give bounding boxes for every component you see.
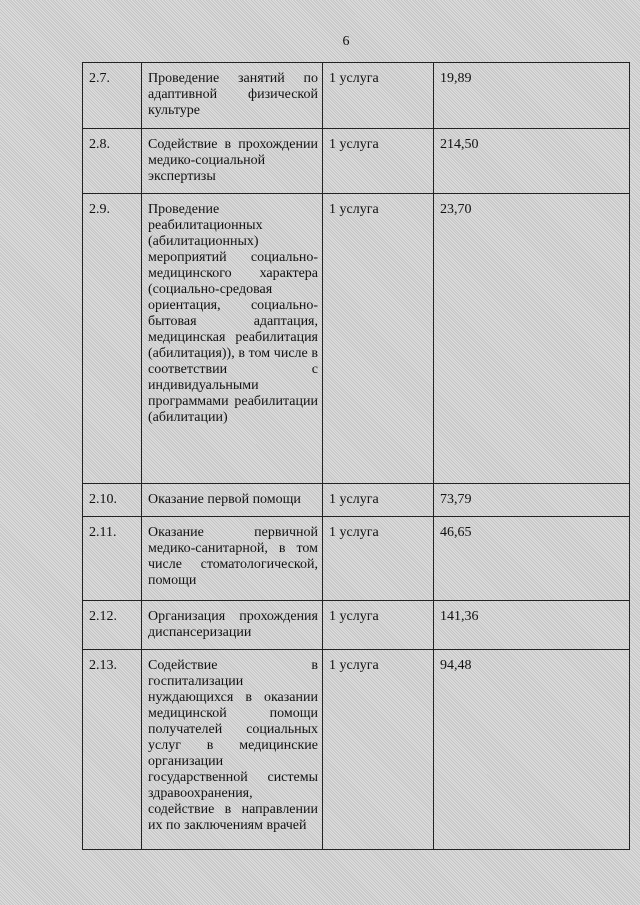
row-number: 2.12.: [83, 601, 142, 650]
row-number: 2.13.: [83, 650, 142, 850]
table-row: [83, 194, 630, 484]
service-price: 214,50: [434, 129, 630, 194]
service-price: 73,79: [434, 484, 630, 517]
service-name: Проведение занятий по адаптивной физической культуре: [142, 63, 323, 129]
service-price: 19,89: [434, 63, 630, 129]
row-number: 2.9.: [83, 194, 142, 484]
service-unit: 1 услуга: [323, 650, 434, 850]
service-unit: 1 услуга: [323, 129, 434, 194]
table-row: [83, 650, 630, 850]
service-unit: 1 услуга: [323, 601, 434, 650]
service-name: Организация прохождения диспансеризации: [142, 601, 323, 650]
page-number: 6: [342, 34, 350, 49]
row-number: 2.11.: [83, 517, 142, 601]
service-name: Содействие в госпитализации нуждающихся в оказании медицинской помощи получателей социальных услуг в медицинские организации государственной системы здравоохранения, содействие в направлении их по заключениям врачей: [142, 650, 323, 850]
service-name: Содействие в прохождении медико-социальной экспертизы: [142, 129, 323, 194]
service-unit: 1 услуга: [323, 63, 434, 129]
service-price: 46,65: [434, 517, 630, 601]
service-unit: 1 услуга: [323, 194, 434, 484]
service-price: 23,70: [434, 194, 630, 484]
row-number: 2.8.: [83, 129, 142, 194]
table-row: [83, 63, 630, 129]
service-name: Оказание первой помощи: [142, 484, 323, 517]
services-price-table: [82, 62, 630, 850]
service-name: Оказание первичной медико-санитарной, в том числе стоматологической, помощи: [142, 517, 323, 601]
service-unit: 1 услуга: [323, 484, 434, 517]
table-row: [83, 601, 630, 650]
table-row: [83, 517, 630, 601]
service-price: 141,36: [434, 601, 630, 650]
row-number: 2.7.: [83, 63, 142, 129]
row-number: 2.10.: [83, 484, 142, 517]
table-row: [83, 484, 630, 517]
table-row: [83, 129, 630, 194]
service-price: 94,48: [434, 650, 630, 850]
service-unit: 1 услуга: [323, 517, 434, 601]
service-name: Проведение реабилитационных (абилитационных) мероприятий социально-медицинского характера (социально-средовая ориентация, социально-бытовая адаптация, медицинская реабилитация (абилитация)), в том числе в соответствии с индивидуальными программами реабилитации (абилитации): [142, 194, 323, 484]
